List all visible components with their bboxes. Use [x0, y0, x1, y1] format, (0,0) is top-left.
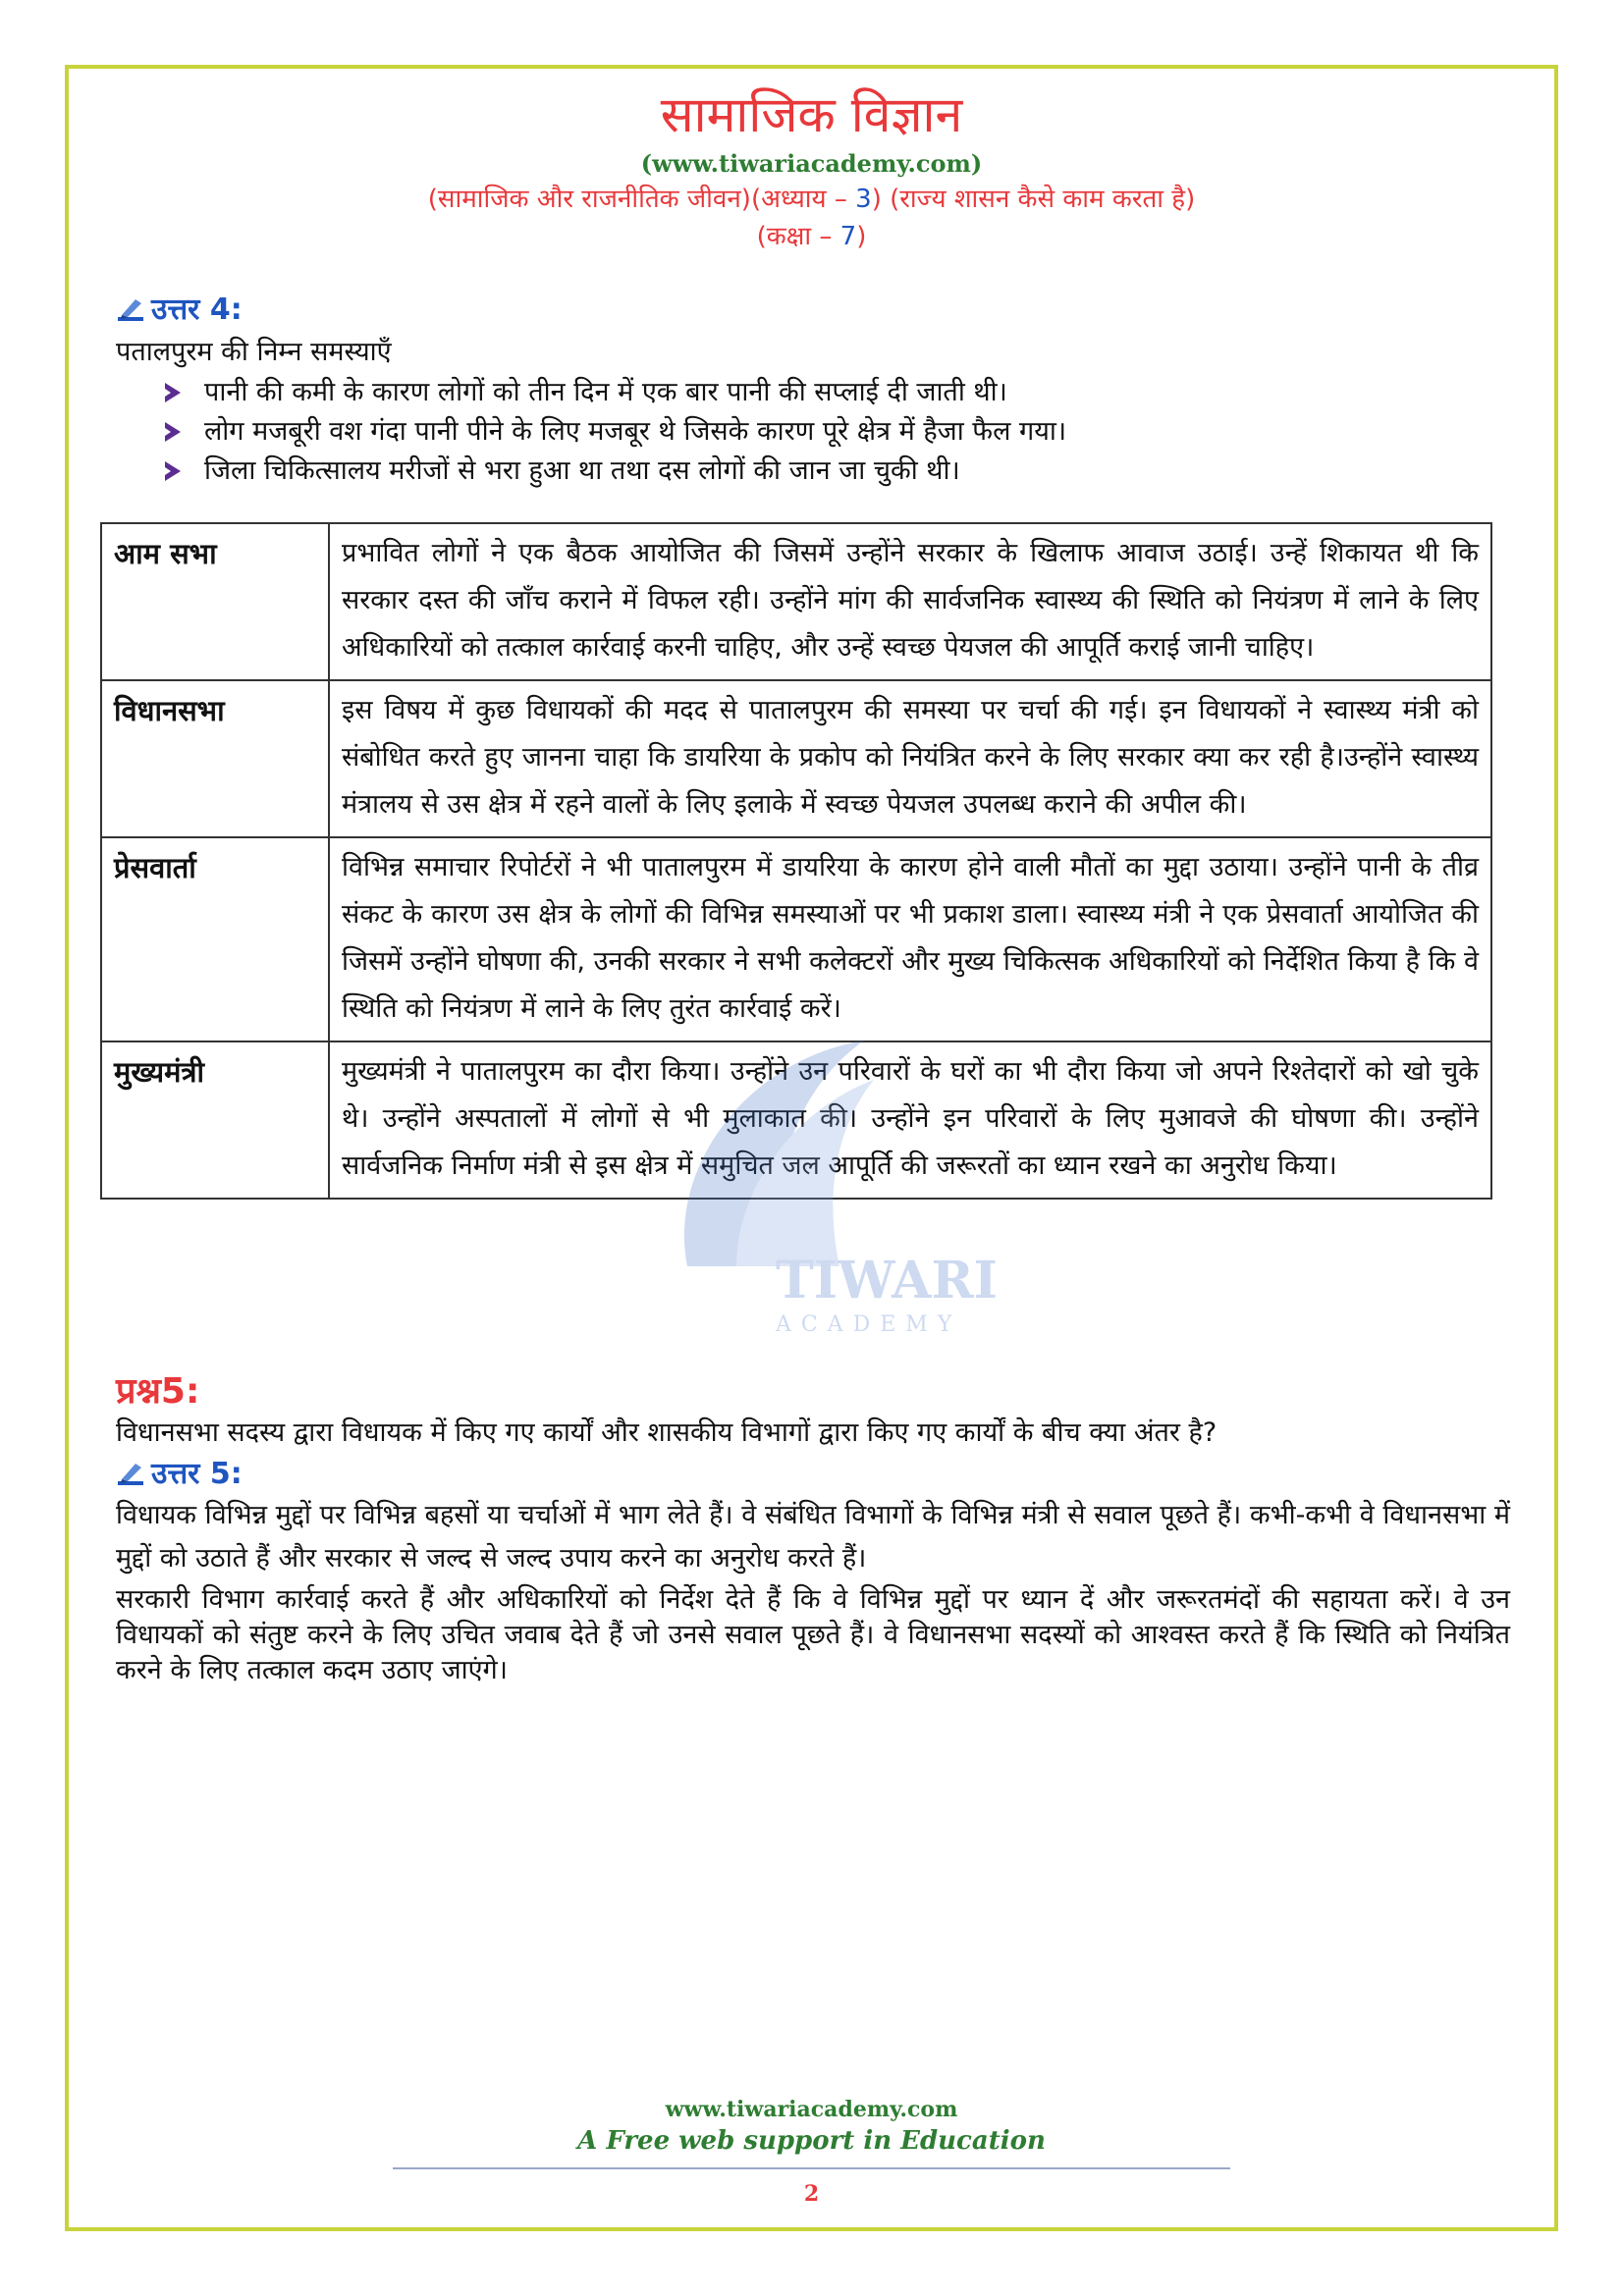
table-term-cell: मुख्यमंत्री [101, 1041, 329, 1199]
list-item-text: जिला चिकित्सालय मरीजों से भरा हुआ था तथा दस लोगों की जान जा चुकी थी। [204, 455, 960, 486]
arrow-bullet-icon [165, 422, 181, 442]
answer5-paragraph-2: सरकारी विभाग कार्रवाई करते हैं और अधिकारियों को निर्देश देते हैं कि वे विभिन्न मुद्दों पर ध्यान दें और जरूरतमंदों की सहायता करें। वे उन विधायकों को संतुष्ट करने के लिए उचित जवाब देते हैं जो उनसे सवाल पूछते हैं। वे विधानसभा सदस्यों को आश्वस्त करते हैं कि स्थिति को नियंत्रित करने के लिए तत्काल कदम उठाए जाएंगे। [116, 1584, 1510, 1685]
answer5-heading [116, 1455, 243, 1494]
pen-icon [116, 295, 145, 325]
table-description-cell: प्रभावित लोगों ने एक बैठक आयोजित की जिसमें उन्होंने सरकार के खिलाफ आवाज उठाई। उन्हें शिकायत थी कि सरकार दस्त की जाँच कराने में विफल रही। उन्होंने मांग की सार्वजनिक स्वास्थ्य की स्थिति को नियंत्रण में लाने के लिए अधिकारियों को तत्काल कार्रवाई करनी चाहिए, और उन्हें स्वच्छ पेयजल की आपूर्ति कराई जानी चाहिए। [329, 523, 1491, 680]
page-header [0, 82, 1623, 255]
subject-title: सामाजिक विज्ञान [660, 86, 963, 143]
footer-website[interactable]: www.tiwariacademy.com [665, 2097, 958, 2122]
class-line [0, 218, 1623, 255]
table-row [101, 523, 1491, 680]
watermark-text: TIWARI [776, 1251, 998, 1310]
table-term-cell: प्रेसवार्ता [101, 837, 329, 1041]
question5-heading: प्रश्न5: [116, 1371, 200, 1412]
pen-icon [116, 1460, 145, 1489]
question5-text: विधानसभा सदस्य द्वारा विधायक में किए गए कार्यों और शासकीय विभागों द्वारा किए गए कार्यों के बीच क्या अंतर है? [116, 1417, 1217, 1448]
table-row [101, 837, 1491, 1041]
table-row [101, 1041, 1491, 1199]
class-part1: (कक्षा – [756, 222, 840, 251]
table-row [101, 680, 1491, 837]
answer5-heading-text: उत्तर 5: [151, 1457, 243, 1491]
answer5-paragraph-1: विधायक विभिन्न मुद्दों पर विभिन्न बहसों या चर्चाओं में भाग लेते हैं। वे संबंधित विभागों के विभिन्न मंत्री से सवाल पूछते हैं। कभी-कभी वे विधानसभा में मुद्दों को उठाते हैं और सरकार से जल्द से जल्द उपाय करने का अनुरोध करते हैं। [116, 1500, 1510, 1574]
answer4-intro: पतालपुरम की निम्न समस्याएँ [116, 337, 392, 367]
answer4-heading-text: उत्तर 4: [151, 293, 243, 327]
table-description-cell: विभिन्न समाचार रिपोर्टरों ने भी पातालपुरम में डायरिया के कारण होने वाली मौतों का मुद्दा उठाया। उन्होंने पानी के तीव्र संकट के कारण उस क्षेत्र के लोगों की विभिन्न समस्याओं पर भी प्रकाश डाला। स्वास्थ्य मंत्री ने एक प्रेसवार्ता आयोजित की जिसमें उन्होंने घोषणा की, उनकी सरकार ने सभी कलेक्टरों और मुख्य चिकित्सक अधिकारियों को निर्देशित किया है कि वे स्थिति को नियंत्रण में लाने के लिए तुरंत कार्रवाई करें। [329, 837, 1491, 1041]
chapter-number: 3 [855, 185, 872, 214]
footer-tagline: A Free web support in Education [577, 2126, 1046, 2156]
header-website[interactable]: (www.tiwariacademy.com) [640, 149, 983, 178]
arrow-bullet-icon [165, 461, 181, 481]
list-item-text: लोग मजबूरी वश गंदा पानी पीने के लिए मजबूर थे जिसके कारण पूरे क्षेत्र में हैजा फैल गया। [204, 416, 1067, 447]
footer-divider [393, 2167, 1230, 2169]
chapter-line [0, 181, 1623, 218]
page-number: 2 [803, 2181, 820, 2207]
watermark-subtext: ACADEMY [776, 1312, 962, 1337]
class-part2: ) [856, 222, 867, 251]
table-description-cell: इस विषय में कुछ विधायकों की मदद से पातालपुरम की समस्या पर चर्चा की गई। इन विधायकों ने स्वास्थ्य मंत्री को संबोधित करते हुए जानना चाहा कि डायरिया के प्रकोप को नियंत्रित करने के लिए सरकार क्या कर रही है।उन्होंने स्वास्थ्य मंत्रालय से उस क्षेत्र में रहने वालों के लिए इलाके में स्वच्छ पेयजल उपलब्ध कराने की अपील की। [329, 680, 1491, 837]
answer4-heading [116, 291, 243, 330]
table-description-cell: मुख्यमंत्री ने पातालपुरम का दौरा किया। उन्होंने उन परिवारों के घरों का भी दौरा किया जो अपने रिश्तेदारों को खो चुके थे। उन्होंने अस्पतालों में लोगों से भी मुलाकात की। उन्होंने इन परिवारों के लिए मुआवजे की घोषणा की। उन्होंने सार्वजनिक निर्माण मंत्री से इस क्षेत्र में समुचित जल आपूर्ति की जरूरतों का ध्यान रखने का अनुरोध किया। [329, 1041, 1491, 1199]
list-item [165, 373, 1066, 412]
list-item-text: पानी की कमी के कारण लोगों को तीन दिन में एक बार पानी की सप्लाई दी जाती थी। [204, 377, 1007, 407]
answer4-bullet-list [165, 373, 1066, 491]
chapter-part1: (सामाजिक और राजनीतिक जीवन)(अध्याय – [427, 185, 856, 214]
class-number: 7 [839, 222, 857, 251]
list-item [165, 452, 1066, 491]
chapter-part2: ) (राज्य शासन कैसे काम करता है) [871, 185, 1196, 214]
list-item [165, 412, 1066, 452]
info-table [100, 522, 1492, 1200]
arrow-bullet-icon [165, 383, 181, 402]
table-term-cell: विधानसभा [101, 680, 329, 837]
table-term-cell: आम सभा [101, 523, 329, 680]
